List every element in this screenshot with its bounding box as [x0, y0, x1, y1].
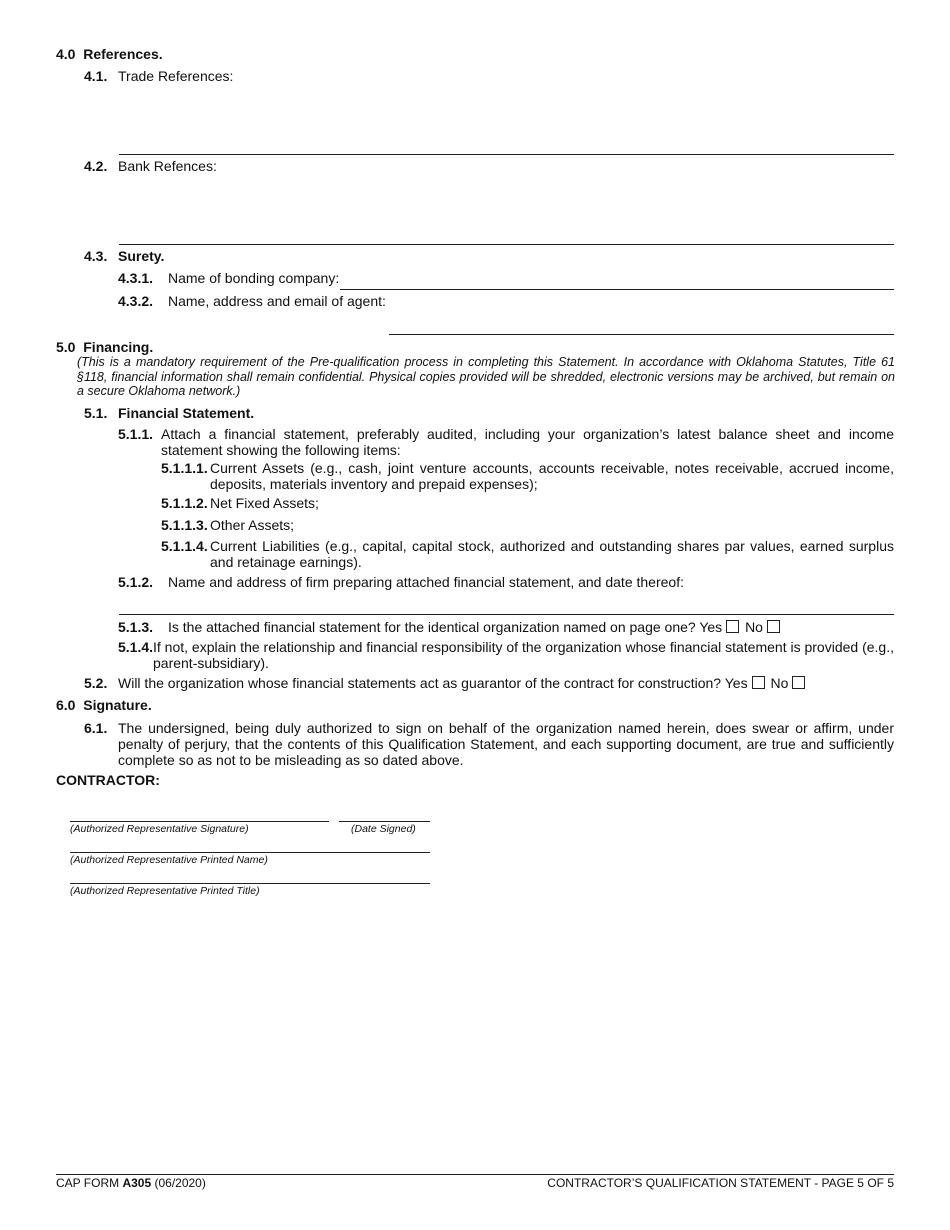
footer-form-id — [56, 1176, 206, 1190]
contractor-label: CONTRACTOR: — [56, 772, 160, 788]
printed-title-caption: (Authorized Representative Printed Title) — [70, 885, 260, 897]
item-5-1-1-3-number: 5.1.1.3. — [161, 517, 208, 533]
footer-form-number: A305 — [122, 1176, 152, 1190]
item-5-1-4-number: 5.1.4. — [118, 639, 154, 655]
no-checkbox[interactable] — [767, 620, 780, 633]
section-title: Financing. — [83, 339, 154, 355]
yes-checkbox[interactable] — [752, 676, 765, 689]
yes-label: Yes — [699, 619, 723, 635]
signature-caption: (Authorized Representative Signature) — [70, 823, 249, 835]
item-5-1-3-question — [168, 619, 782, 635]
question-text: Is the attached financial statement for the identical organization named on page one? — [168, 619, 696, 635]
section-number: 4.0 — [56, 46, 76, 62]
item-4-1 — [84, 68, 107, 84]
financial-statement-title: Financial Statement. — [118, 405, 255, 421]
section-number: 5.0 — [56, 339, 76, 355]
item-5-1-1-text: Attach a financial statement, preferably audited, including your organization’s latest balance sheet and income statement showing the following items: — [161, 426, 894, 458]
item-number: 4.1. — [84, 68, 108, 84]
item-4-2-number: 4.2. — [84, 158, 108, 174]
item-5-1-4-text: If not, explain the relationship and financial responsibility of the organization whose financial statement is provided (e.g., parent-subsidiary). — [153, 639, 894, 671]
trade-references-field[interactable] — [119, 154, 894, 155]
item-5-1-number: 5.1. — [84, 405, 108, 421]
section-title: Signature. — [83, 697, 152, 713]
item-5-1-1-4-text: Current Liabilities (e.g., capital, capital stock, authorized and outstanding shares par values, earned surplus and retainage earnings). — [210, 538, 894, 570]
trade-references-label: Trade References: — [118, 68, 234, 84]
section-6-heading — [56, 697, 152, 713]
item-5-1-1-number: 5.1.1. — [118, 426, 154, 442]
date-signed-caption: (Date Signed) — [351, 823, 416, 835]
signature-field[interactable] — [70, 821, 329, 822]
item-5-1-1-3-text: Other Assets; — [210, 517, 295, 533]
confidentiality-note: (This is a mandatory requirement of the Pre-qualification process in completing this Statement. In accordance with Oklahoma Statutes, Title 61 §118, financial information shall remain confidential. Physical copies provided will be shredded, electronic versions may be archived, but remain on a secure Oklahoma network.) — [77, 355, 895, 398]
item-5-1-1-1-number: 5.1.1.1. — [161, 460, 208, 476]
bank-references-field[interactable] — [119, 244, 894, 245]
bank-references-label: Bank Refences: — [118, 158, 217, 174]
footer-rule — [56, 1174, 894, 1175]
item-4-3-1-number: 4.3.1. — [118, 270, 154, 286]
bonding-company-label: Name of bonding company: — [168, 270, 340, 286]
printed-name-field[interactable] — [70, 852, 430, 853]
item-5-1-1-2-number: 5.1.1.2. — [161, 495, 208, 511]
agent-info-field[interactable] — [389, 334, 894, 335]
item-5-2-question — [118, 675, 807, 691]
item-5-1-1-4-number: 5.1.1.4. — [161, 538, 208, 554]
agent-info-label: Name, address and email of agent: — [168, 293, 386, 309]
item-4-3-number: 4.3. — [84, 248, 108, 264]
item-5-1-2-text: Name and address of firm preparing attached financial statement, and date thereof: — [168, 574, 684, 590]
footer-form-date: (06/2020) — [151, 1176, 206, 1190]
question-text: Will the organization whose financial statements act as guarantor of the contract for construction? — [118, 675, 722, 691]
footer-page-info: CONTRACTOR’S QUALIFICATION STATEMENT - PAGE 5 OF 5 — [547, 1176, 894, 1190]
no-label: No — [770, 675, 789, 691]
date-signed-field[interactable] — [339, 821, 430, 822]
item-5-1-1-2-text: Net Fixed Assets; — [210, 495, 319, 511]
preparer-firm-field[interactable] — [119, 614, 894, 615]
no-checkbox[interactable] — [792, 676, 805, 689]
yes-checkbox[interactable] — [726, 620, 739, 633]
section-5-heading — [56, 339, 153, 355]
printed-name-caption: (Authorized Representative Printed Name) — [70, 854, 268, 866]
item-6-1-number: 6.1. — [84, 720, 108, 736]
item-6-1-text: The undersigned, being duly authorized to sign on behalf of the organization named herein, does swear or affirm, under penalty of perjury, that the contents of this Qualification Statement, and each supporting document, are true and sufficiently complete so as not to be misleading as so dated above. — [118, 720, 894, 768]
item-5-1-3-number: 5.1.3. — [118, 619, 154, 635]
yes-label: Yes — [724, 675, 748, 691]
item-5-2-number: 5.2. — [84, 675, 108, 691]
printed-title-field[interactable] — [70, 883, 430, 884]
no-label: No — [745, 619, 763, 635]
section-title: References. — [83, 46, 163, 62]
item-5-1-2-number: 5.1.2. — [118, 574, 154, 590]
surety-title: Surety. — [118, 248, 165, 264]
section-number: 6.0 — [56, 697, 76, 713]
item-4-3-2-number: 4.3.2. — [118, 293, 154, 309]
section-4-heading — [56, 46, 163, 62]
bonding-company-field[interactable] — [340, 289, 894, 290]
item-5-1-1-1-text: Current Assets (e.g., cash, joint venture accounts, accounts receivable, notes receivable, accrued income, deposits, materials inventory and prepaid expenses); — [210, 460, 894, 492]
footer-prefix: CAP FORM — [56, 1176, 123, 1190]
